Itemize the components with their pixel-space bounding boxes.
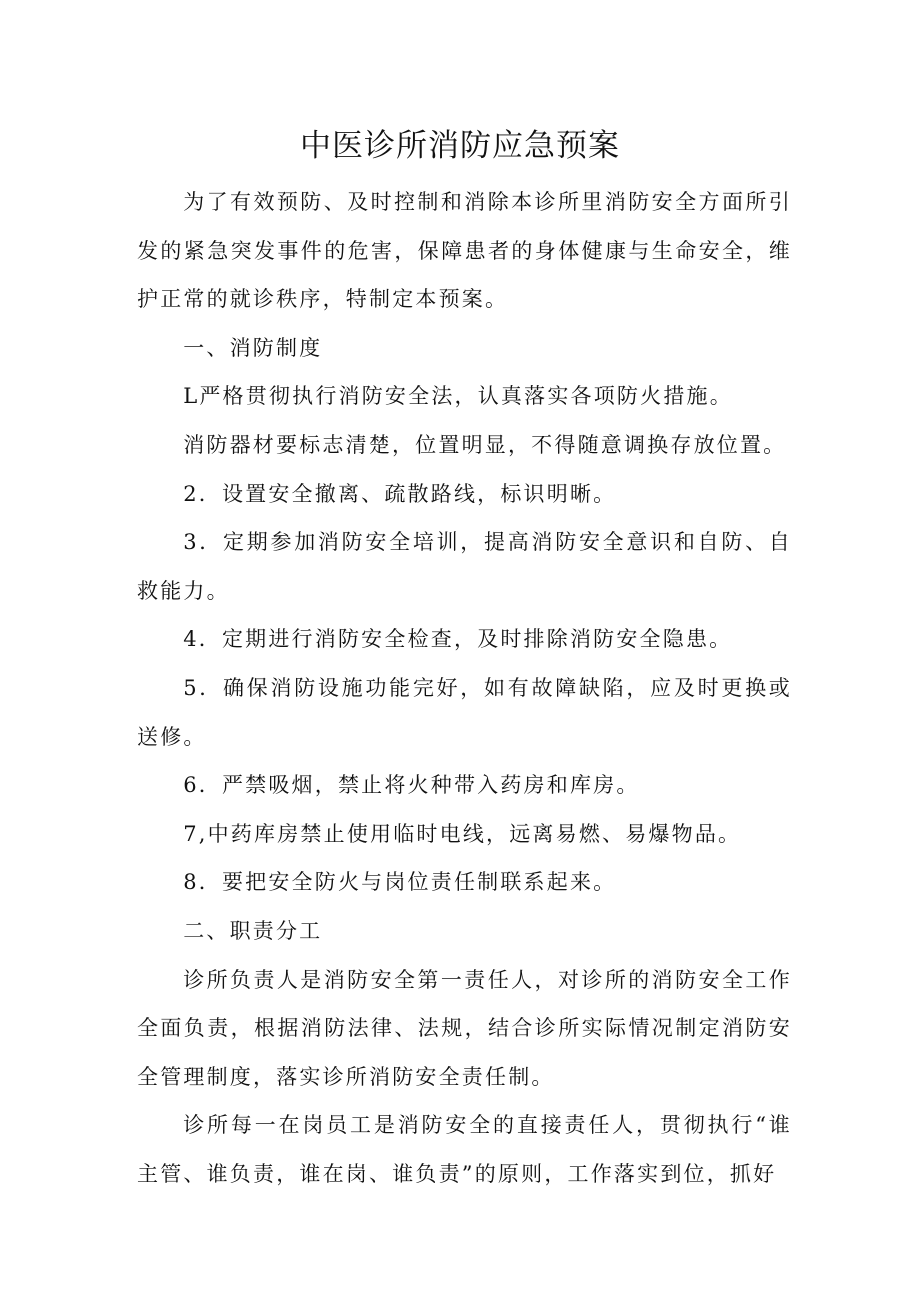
section-heading-fire-rules: 一、消防制度 <box>183 335 323 360</box>
rule-item-equipment: 消防器材要标志清楚，位置明显，不得随意调换存放位置。 <box>183 432 787 457</box>
document-title: 中医诊所消防应急预案 <box>300 128 620 164</box>
document-body <box>137 178 792 1198</box>
paragraph-staff-duty: 诊所每一在岗员工是消防安全的直接责任人，贯彻执行“谁主管、谁负责，谁在岗、谁负责”的原则，工作落实到位，抓好 <box>137 1113 792 1186</box>
rule-item-5: 5．确保消防设施功能完好，如有故障缺陷，应及时更换或送修。 <box>137 675 792 749</box>
paragraph-intro: 为了有效预防、及时控制和消除本诊所里消防安全方面所引发的紧急突发事件的危害，保障患者的身体健康与生命安全，维护正常的就诊秩序，特制定本预案。 <box>137 190 792 312</box>
section-heading-duties: 二、职责分工 <box>183 918 323 943</box>
rule-item-4: 4．定期进行消防安全检查，及时排除消防安全隐患。 <box>183 627 733 652</box>
rule-item-7: 7,中药库房禁止使用临时电线，远离易燃、易爆物品。 <box>183 821 742 846</box>
rule-item-8: 8．要把安全防火与岗位责任制联系起来。 <box>183 870 617 895</box>
rule-item-3: 3．定期参加消防安全培训，提高消防安全意识和自防、自救能力。 <box>137 530 792 603</box>
rule-item-2: 2．设置安全撤离、疏散路线，标识明晰。 <box>183 481 617 506</box>
rule-item-1: L严格贯彻执行消防安全法，认真落实各项防火措施。 <box>183 384 733 409</box>
paragraph-director-duty: 诊所负责人是消防安全第一责任人，对诊所的消防安全工作全面负责，根据消防法律、法规，结合诊所实际情况制定消防安全管理制度，落实诊所消防安全责任制。 <box>137 967 792 1089</box>
rule-item-6: 6．严禁吸烟，禁止将火种带入药房和库房。 <box>183 773 640 798</box>
